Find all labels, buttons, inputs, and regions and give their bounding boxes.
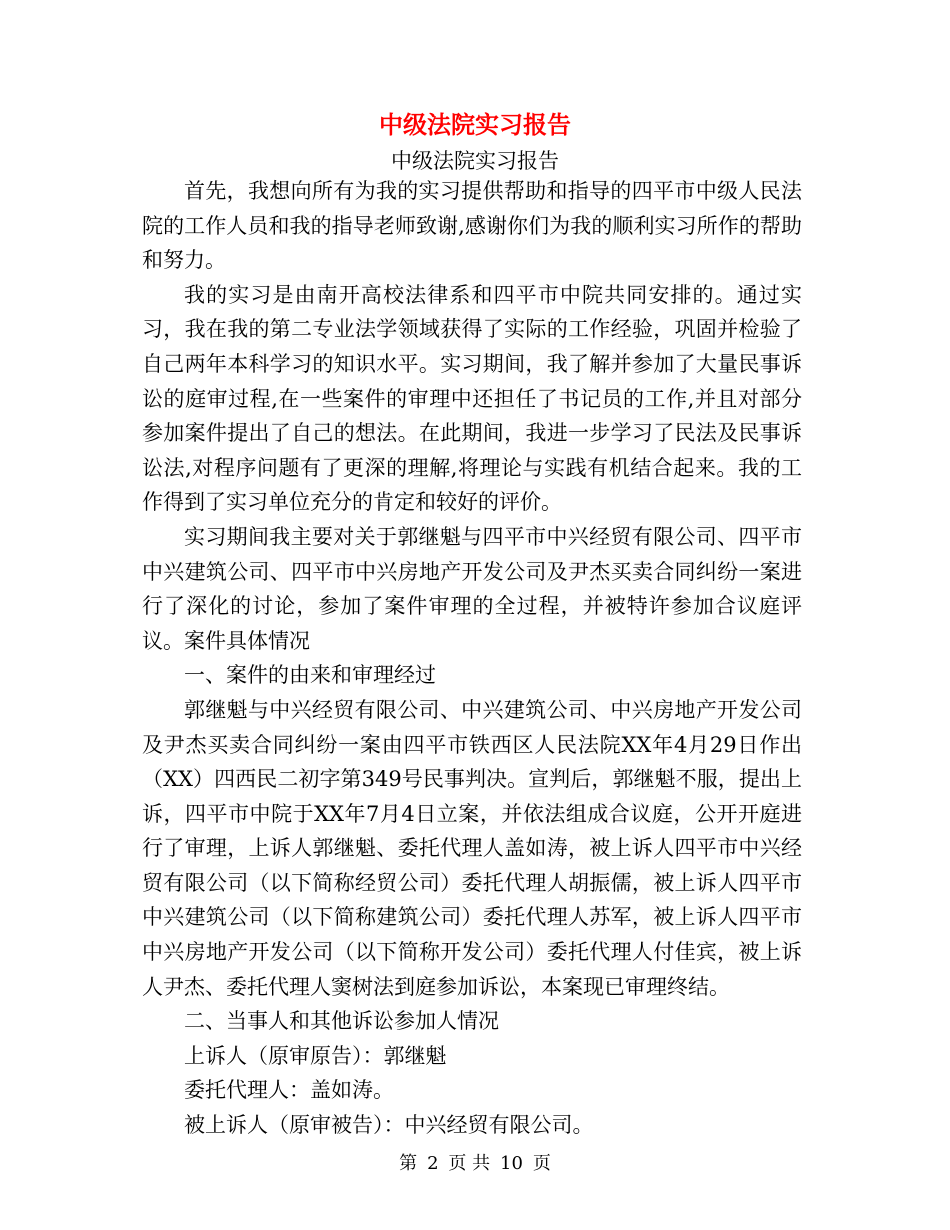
current-page-number: 2 [427,1153,439,1174]
party-line: 被上诉人（原审被告）：中兴经贸有限公司。 [184,1113,594,1138]
paragraph: 首先，我想向所有为我的实习提供帮助和指导的四平市中级人民法院的工作人员和我的指导老师致谢,感谢你们为我的顺利实习所作的帮助和努力。 [142,179,802,273]
party-line: 委托代理人：盖如涛。 [184,1078,394,1103]
document-subtitle: 中级法院实习报告 [391,149,559,173]
footer-middle: 页 共 [448,1153,491,1174]
footer-suffix: 页 [532,1153,551,1174]
page-footer [0,1150,950,1178]
party-line: 上诉人（原审原告）：郭继魁 [184,1043,447,1068]
paragraph: 郭继魁与中兴经贸有限公司、中兴建筑公司、中兴房地产开发公司及尹杰买卖合同纠纷一案由四平市铁西区人民法院XX年4月29日作出（XX）四西民二初字第349号民事判决。宣判后，郭继魁不服，提出上诉，四平市中院于XX年7月4日立案，并依法组成合议庭，公开开庭进行了审理，上诉人郭继魁、委托代理人盖如涛，被上诉人四平市中兴经贸有限公司（以下简称经贸公司）委托代理人胡振儒，被上诉人四平市中兴建筑公司（以下简称建筑公司）委托代理人苏军，被上诉人四平市中兴房地产开发公司（以下简称开发公司）委托代理人付佳宾，被上诉人尹杰、委托代理人窦树法到庭参加诉讼，本案现已审理终结。 [142,697,802,999]
total-page-count: 10 [500,1153,523,1174]
section-heading: 二、当事人和其他诉讼参加人情况 [184,1009,499,1034]
footer-prefix: 第 [399,1153,418,1174]
paragraph: 我的实习是由南开高校法律系和四平市中院共同安排的。通过实习，我在我的第二专业法学领域获得了实际的工作经验，巩固并检验了自己两年本科学习的知识水平。实习期间，我了解并参加了大量民事诉讼的庭审过程,在一些案件的审理中还担任了书记员的工作,并且对部分参加案件提出了自己的想法。在此期间，我进一步学习了民法及民事诉讼法,对程序问题有了更深的理解,将理论与实践有机结合起来。我的工作得到了实习单位充分的肯定和较好的评价。 [142,282,802,515]
section-heading: 一、案件的由来和审理经过 [184,663,436,688]
document-title: 中级法院实习报告 [379,110,571,139]
document-body [142,174,802,1143]
paragraph: 实习期间我主要对关于郭继魁与四平市中兴经贸有限公司、四平市中兴建筑公司、四平市中兴房地产开发公司及尹杰买卖合同纠纷一案进行了深化的讨论，参加了案件审理的全过程，并被特许参加合议庭评议。案件具体情况 [142,524,802,653]
